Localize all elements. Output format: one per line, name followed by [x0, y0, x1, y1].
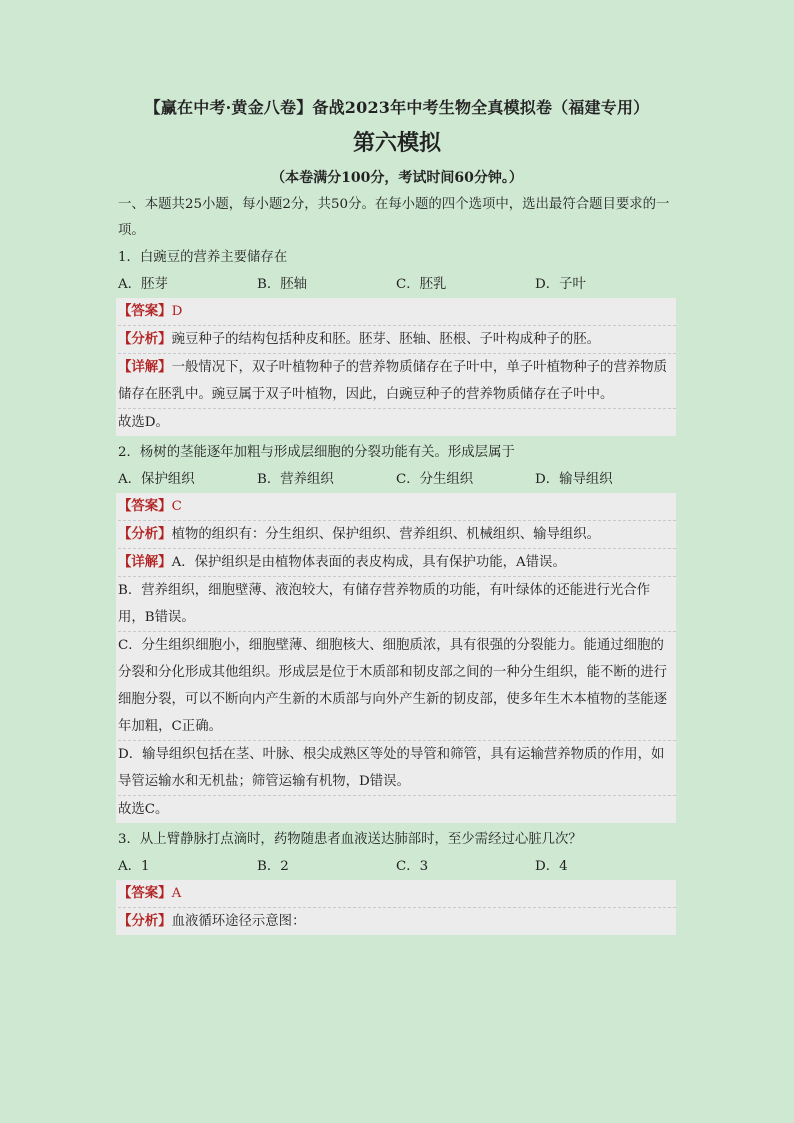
analysis-tag: 【分析】: [118, 913, 172, 929]
question-1: [118, 244, 676, 436]
option-d: D．子叶: [535, 277, 586, 292]
answer-value: C: [171, 499, 182, 514]
analysis-tag: 【分析】: [118, 331, 172, 347]
detail-line-b: B．营养组织，细胞壁薄、液泡较大，有储存营养物质的功能，有叶绿体的还能进行光合作用，B错误。: [118, 577, 676, 632]
answer-value: A: [171, 886, 182, 901]
detail-tag: 【详解】: [118, 554, 172, 570]
answer-block: [116, 298, 676, 436]
answer-tag: 【答案】: [118, 498, 172, 514]
option-d: D．输导组织: [535, 472, 613, 487]
option-c: C．3: [396, 859, 429, 874]
option-a: A．1: [118, 859, 150, 874]
option-b: B．胚轴: [257, 277, 308, 292]
answer-block: [116, 493, 676, 823]
question-stem: 3．从上臂静脉打点滴时，药物随患者血液送达肺部时，至少需经过心脏几次？: [118, 832, 582, 847]
analysis-text: 植物的组织有：分生组织、保护组织、营养组织、机械组织、输导组织。: [171, 527, 601, 542]
option-c: C．胚乳: [396, 277, 447, 292]
analysis-tag: 【分析】: [118, 526, 172, 542]
detail-line-d: D．输导组织包括在茎、叶脉、根尖成熟区等处的导管和筛管，具有运输营养物质的作用，如导管运输水和无机盐；筛管运输有机物，D错误。: [118, 741, 676, 796]
header-title: 【赢在中考·黄金八卷】备战2023年中考生物全真模拟卷（福建专用）: [144, 98, 650, 117]
detail-tag: 【详解】: [118, 359, 172, 375]
section-instructions: 一、本题共25小题，每小题2分，共50分。在每小题的四个选项中，选出最符合题目要求的一项。: [118, 197, 670, 238]
question-stem: 2．杨树的茎能逐年加粗与形成层细胞的分裂功能有关。形成层属于: [118, 445, 515, 460]
detail-text: A．保护组织是由植物体表面的表皮构成，具有保护功能，A错误。: [171, 555, 566, 570]
conclusion-line: 故选D。: [118, 415, 169, 430]
question-3: [118, 826, 676, 935]
question-options: [118, 853, 676, 880]
option-a: A．胚芽: [118, 277, 168, 292]
detail-line: [118, 549, 676, 577]
detail-line-c: C．分生组织细胞小，细胞壁薄、细胞核大、细胞质浓，具有很强的分裂能力。能通过细胞的分裂和分化形成其他组织。形成层是位于木质部和韧皮部之间的一种分生组织，能不断的进行细胞分裂，可以不断向内产生新的木质部与向外产生新的韧皮部，使多年生木本植物的茎能逐年加粗，C正确。: [118, 632, 676, 741]
answer-line: [118, 880, 676, 908]
main-title: 第六模拟: [352, 130, 441, 156]
option-b: B．2: [257, 859, 289, 874]
conclusion-line: 故选C。: [118, 802, 169, 817]
answer-line: [118, 493, 676, 521]
answer-tag: 【答案】: [118, 885, 172, 901]
document-content: [118, 92, 676, 938]
answer-value: D: [171, 304, 183, 319]
analysis-line: [118, 908, 676, 935]
answer-tag: 【答案】: [118, 303, 172, 319]
detail-text: 一般情况下，双子叶植物种子的营养物质储存在子叶中，单子叶植物种子的营养物质储存在胚乳中。豌豆属于双子叶植物，因此，白豌豆种子的营养物质储存在子叶中。: [118, 360, 668, 402]
analysis-line: [118, 521, 676, 549]
analysis-line: [118, 326, 676, 354]
analysis-text: 血液循环途径示意图：: [171, 914, 306, 929]
question-options: [118, 271, 676, 298]
option-d: D．4: [535, 859, 568, 874]
option-a: A．保护组织: [118, 472, 195, 487]
option-b: B．营养组织: [257, 472, 334, 487]
question-options: [118, 466, 676, 493]
option-c: C．分生组织: [396, 472, 474, 487]
answer-block: [116, 880, 676, 935]
question-2: [118, 439, 676, 823]
answer-line: [118, 298, 676, 326]
question-stem: 1．白豌豆的营养主要储存在: [118, 250, 288, 265]
sub-title: （本卷满分100分，考试时间60分钟。）: [271, 170, 523, 186]
analysis-text: 豌豆种子的结构包括种皮和胚。胚芽、胚轴、胚根、子叶构成种子的胚。: [171, 332, 601, 347]
detail-line: [118, 354, 676, 409]
